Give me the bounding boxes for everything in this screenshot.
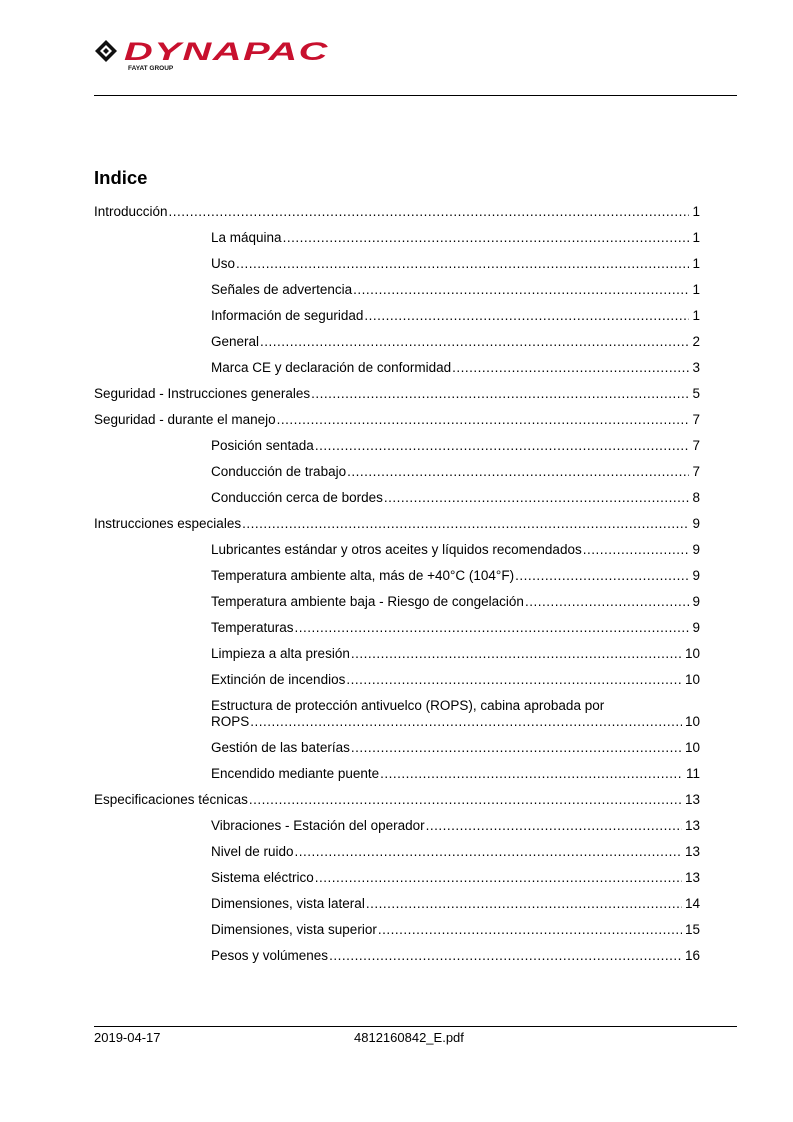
toc-entry[interactable]: [94, 438, 700, 454]
toc-entry[interactable]: [94, 594, 700, 610]
toc-page-number: 13: [684, 844, 700, 859]
dynapac-logo-graphic: [94, 38, 334, 74]
toc-entry[interactable]: [94, 516, 700, 532]
toc-entry-title: Gestión de las baterías: [211, 740, 350, 755]
toc-dot-leader: [351, 740, 682, 756]
toc-entry[interactable]: [94, 490, 700, 506]
toc-page-number: 13: [684, 792, 700, 807]
toc-page-number: 7: [692, 464, 700, 479]
toc-dot-leader: [311, 386, 689, 402]
toc-entry-title: Dimensiones, vista superior: [211, 922, 377, 937]
toc-page-number: 14: [684, 896, 700, 911]
toc-entry-title: La máquina: [211, 230, 282, 245]
toc-entry-title: Conducción de trabajo: [211, 464, 347, 479]
toc-entry[interactable]: [94, 870, 700, 886]
toc-dot-leader: [378, 922, 682, 938]
toc-dot-leader: [426, 818, 682, 834]
diamond-emblem-icon: [95, 40, 117, 62]
toc-entry-title: Limpieza a alta presión: [211, 646, 350, 661]
page-title: Indice: [94, 167, 148, 188]
toc-dot-leader: [315, 870, 682, 886]
toc-entry[interactable]: [94, 568, 700, 584]
footer-date: 2019-04-17: [94, 1030, 161, 1045]
toc-page-number: 7: [692, 412, 700, 427]
toc-entry-title: Introducción: [94, 204, 168, 219]
toc-entry[interactable]: [94, 740, 700, 756]
toc-entry[interactable]: [94, 230, 700, 246]
brand-wordmark: DYNAPAC: [124, 38, 329, 66]
toc-dot-leader: [452, 360, 689, 376]
toc-page-number: 9: [692, 620, 700, 635]
toc-entry-title: Marca CE y declaración de conformidad: [211, 360, 452, 375]
toc-entry-title: Vibraciones - Estación del operador: [211, 818, 425, 833]
toc-dot-leader: [260, 334, 689, 350]
toc-page-number: 1: [692, 308, 700, 323]
toc-dot-leader: [250, 714, 682, 730]
toc-entry-title: Seguridad - Instrucciones generales: [94, 386, 311, 401]
toc-entry[interactable]: [94, 334, 700, 350]
dynapac-logo: [94, 38, 334, 74]
toc-entry-title: Uso: [211, 256, 236, 271]
toc-entry-title: Encendido mediante puente: [211, 766, 380, 781]
toc-page-number: 10: [684, 740, 700, 755]
toc-page-number: 16: [684, 948, 700, 963]
toc-dot-leader: [384, 490, 690, 506]
toc-dot-leader: [315, 438, 690, 454]
toc-entry-title: Extinción de incendios: [211, 672, 346, 687]
toc-dot-leader: [364, 308, 689, 324]
toc-entry-title: Pesos y volúmenes: [211, 948, 329, 963]
toc-dot-leader: [242, 516, 689, 532]
toc-dot-leader: [351, 646, 682, 662]
toc-entry[interactable]: [94, 922, 700, 938]
toc-entry-title: Seguridad - durante el manejo: [94, 412, 276, 427]
header-rule: [94, 95, 737, 96]
toc-entry[interactable]: [94, 766, 700, 782]
toc-entry-title: Nivel de ruido: [211, 844, 294, 859]
toc-entry[interactable]: [94, 818, 700, 834]
toc-page-number: 13: [684, 818, 700, 833]
toc-entry-title: Temperatura ambiente baja - Riesgo de congelación: [211, 594, 524, 609]
toc-page-number: 5: [692, 386, 700, 401]
toc-entry-title: Instrucciones especiales: [94, 516, 242, 531]
toc-dot-leader: [380, 766, 683, 782]
toc-dot-leader: [583, 542, 690, 558]
toc-page-number: 1: [692, 256, 700, 271]
toc-dot-leader: [295, 620, 690, 636]
toc-dot-leader: [366, 896, 682, 912]
toc-dot-leader: [169, 204, 690, 220]
toc-page-number: 11: [685, 766, 700, 781]
toc-entry[interactable]: [94, 896, 700, 912]
toc-page-number: 2: [692, 334, 700, 349]
toc-entry[interactable]: [94, 386, 700, 402]
toc-entry[interactable]: [94, 308, 700, 324]
toc-entry[interactable]: [94, 672, 700, 688]
toc-entry-title: General: [211, 334, 260, 349]
toc-entry-title: Señales de advertencia: [211, 282, 353, 297]
toc-page-number: 3: [692, 360, 700, 375]
footer-rule: [94, 1026, 737, 1027]
toc-entry-title: Temperaturas: [211, 620, 294, 635]
toc-page-number: 9: [692, 568, 700, 583]
toc-entry-title: Lubricantes estándar y otros aceites y líquidos recomendados: [211, 542, 582, 557]
toc-page-number: 10: [684, 714, 700, 729]
toc-entry-title: Conducción cerca de bordes: [211, 490, 383, 505]
toc-entry[interactable]: [94, 646, 700, 662]
toc-dot-leader: [347, 464, 689, 480]
toc-entry-title: Estructura de protección antivuelco (ROPS), cabina aprobada por: [211, 698, 605, 713]
toc-page-number: 8: [692, 490, 700, 505]
toc-page-number: 15: [684, 922, 700, 937]
toc-entry[interactable]: [94, 698, 700, 730]
toc-dot-leader: [346, 672, 682, 688]
toc-dot-leader: [329, 948, 682, 964]
toc-dot-leader: [295, 844, 682, 860]
toc-entry[interactable]: [94, 204, 700, 220]
toc-dot-leader: [277, 412, 690, 428]
toc-entry-title: Posición sentada: [211, 438, 314, 453]
toc-entry[interactable]: [94, 844, 700, 860]
toc-entry[interactable]: [94, 792, 700, 808]
toc-dot-leader: [525, 594, 690, 610]
toc-dot-leader: [353, 282, 689, 298]
toc-entry[interactable]: [94, 360, 700, 376]
toc-entry-title: Sistema eléctrico: [211, 870, 314, 885]
toc-entry-title: Temperatura ambiente alta, más de +40°C (104°F): [211, 568, 515, 583]
toc-dot-leader: [236, 256, 689, 272]
toc-page-number: 9: [692, 516, 700, 531]
toc-entry[interactable]: [94, 282, 700, 298]
footer-filename: 4812160842_E.pdf: [354, 1030, 464, 1045]
toc-entry[interactable]: [94, 620, 700, 636]
toc-entry[interactable]: [94, 948, 700, 964]
toc-page-number: 10: [684, 646, 700, 661]
toc-page-number: 1: [692, 230, 700, 245]
toc-entry[interactable]: [94, 542, 700, 558]
toc-entry[interactable]: [94, 464, 700, 480]
toc-page-number: 7: [692, 438, 700, 453]
toc-dot-leader: [515, 568, 689, 584]
toc-entry-title: Información de seguridad: [211, 308, 364, 323]
toc-entry-title: Dimensiones, vista lateral: [211, 896, 365, 911]
toc-page-number: 10: [684, 672, 700, 687]
toc-page-number: 13: [684, 870, 700, 885]
toc-page-number: 1: [692, 204, 700, 219]
toc-entry-title: Especificaciones técnicas: [94, 792, 248, 807]
brand-group: FAYAT GROUP: [128, 65, 174, 72]
toc-entry[interactable]: [94, 256, 700, 272]
toc-page-number: 1: [692, 282, 700, 297]
toc-page-number: 9: [692, 542, 700, 557]
toc-entry-title-continued: ROPS: [211, 714, 250, 729]
toc-dot-leader: [249, 792, 682, 808]
toc-entry[interactable]: [94, 412, 700, 428]
toc-page-number: 9: [692, 594, 700, 609]
toc-dot-leader: [283, 230, 690, 246]
